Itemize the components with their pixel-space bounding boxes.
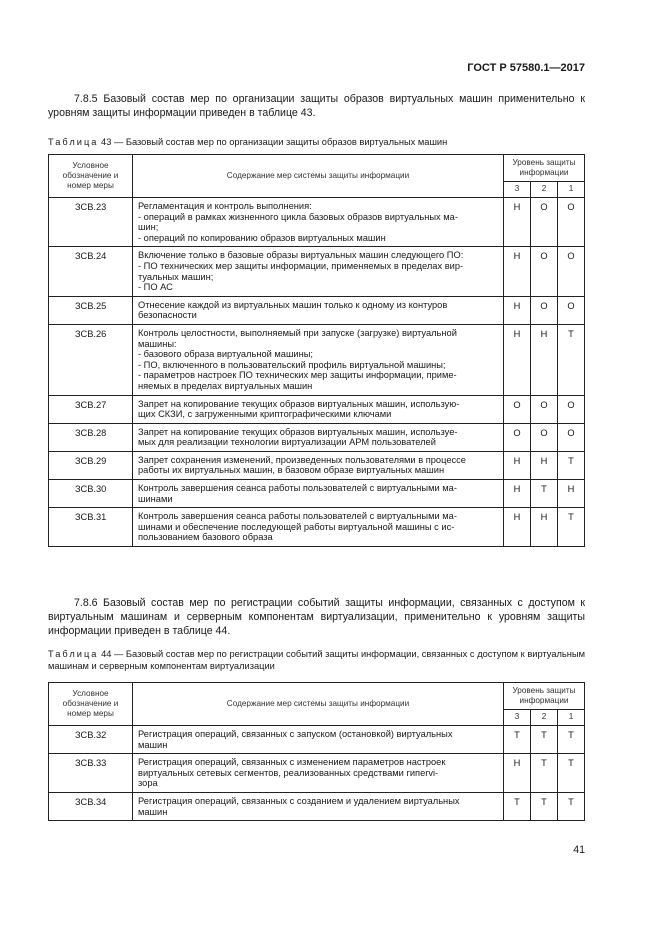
measure-content <box>133 198 504 247</box>
measure-code: ЗСВ.24 <box>49 247 133 296</box>
content-line: - параметров настроек ПО технических мер защиты информации, приме- <box>138 370 457 381</box>
level-2-value: О <box>531 198 558 247</box>
level-2-value: Т <box>531 480 558 508</box>
content-line: - операций по копированию образов виртуальных машин <box>138 232 386 243</box>
header-level-1: 1 <box>558 710 585 726</box>
level-2-value: Т <box>531 726 558 754</box>
content-line: туальных машин; <box>138 271 214 282</box>
table-row <box>49 792 585 820</box>
table-row <box>49 726 585 754</box>
level-1-value: О <box>558 198 585 247</box>
header-level-1: 1 <box>558 182 585 198</box>
measure-code: ЗСВ.34 <box>49 792 133 820</box>
content-line: шин; <box>138 222 159 233</box>
measure-content <box>133 296 504 324</box>
level-1-value: О <box>558 395 585 423</box>
content-line: Включение только в базовые образы виртуальных машин следующего ПО: <box>138 250 464 261</box>
table-43-body <box>49 198 585 547</box>
table-row <box>49 754 585 793</box>
measure-content <box>133 324 504 395</box>
caption-text: 44 — Базовый состав мер по регистрации событий защиты информации, связанных с доступом к виртуальным машинам и серверным компонентам виртуализации <box>48 649 585 671</box>
content-line: мых для реализации технологии виртуализации АРМ пользователей <box>138 437 436 448</box>
header-level: Уровень защиты информации <box>504 155 585 182</box>
measure-content <box>133 754 504 793</box>
measure-content <box>133 247 504 296</box>
content-line: щих СКЗИ, с загруженными криптографическими ключами <box>138 409 392 420</box>
level-3-value: О <box>504 423 531 451</box>
measure-content <box>133 395 504 423</box>
table-44-caption <box>48 648 585 672</box>
content-line: Регистрация операций, связанных с запуском (остановкой) виртуальных <box>138 729 453 739</box>
level-3-value: Т <box>504 792 531 820</box>
content-line: Запрет на копирование текущих образов виртуальных машин, использую- <box>138 398 460 409</box>
level-1-value: Т <box>558 754 585 793</box>
measure-content <box>133 423 504 451</box>
level-3-value: Н <box>504 324 531 395</box>
level-3-value: О <box>504 395 531 423</box>
header-code: Условное обозначение и номер меры <box>49 683 133 726</box>
level-2-value: Н <box>531 451 558 479</box>
level-3-value: Н <box>504 247 531 296</box>
table-row <box>49 324 585 395</box>
level-2-value: О <box>531 296 558 324</box>
section-7-8-6-text: 7.8.6 Базовый состав мер по регистрации событий защиты информации, связанных с доступом к виртуальным машинам и серверным компонентам виртуализации, применительно к уровням защиты информации приведен в таблице 44. <box>48 597 585 637</box>
content-line: - ПО АС <box>138 282 173 293</box>
measure-code: ЗСВ.29 <box>49 451 133 479</box>
measure-code: ЗСВ.23 <box>49 198 133 247</box>
content-line: виртуальных сетевых сегментов, реализованных средствами гипervi- <box>138 767 439 778</box>
content-line: Контроль завершения сеанса работы пользователей с виртуальными ма- <box>138 483 457 494</box>
content-line: - операций в рамках жизненного цикла базовых образов виртуальных ма- <box>138 211 458 222</box>
table-row <box>49 296 585 324</box>
level-1-value: О <box>558 247 585 296</box>
level-1-value: Т <box>558 792 585 820</box>
content-line: - базового образа виртуальной машины; <box>138 349 314 360</box>
content-line: Контроль завершения сеанса работы пользователей с виртуальными ма- <box>138 511 457 522</box>
header-code: Условное обозначение и номер меры <box>49 155 133 198</box>
table-row <box>49 451 585 479</box>
level-3-value: Н <box>504 480 531 508</box>
level-1-value: Т <box>558 508 585 547</box>
content-line: машин <box>138 806 168 817</box>
content-line: - ПО технических мер защиты информации, применяемых в пределах вир- <box>138 260 464 271</box>
content-line: Запрет на копирование текущих образов виртуальных машин, используе- <box>138 426 458 437</box>
measure-code: ЗСВ.32 <box>49 726 133 754</box>
table-43-caption <box>48 136 585 148</box>
level-2-value: Т <box>531 754 558 793</box>
content-line: машин <box>138 739 168 750</box>
content-line: зора <box>138 778 158 789</box>
content-line: Отнесение каждой из виртуальных машин только к одному из контуров <box>138 299 448 310</box>
content-line: машины: <box>138 338 177 349</box>
table-row <box>49 423 585 451</box>
content-line: Контроль целостности, выполняемый при запуске (загрузке) виртуальной <box>138 327 457 338</box>
section-7-8-5-text: 7.8.5 Базовый состав мер по организации защиты образов виртуальных машин применительно к уровням защиты информации приведен в таблице 43. <box>48 93 585 119</box>
level-1-value: Н <box>558 480 585 508</box>
measure-code: ЗСВ.26 <box>49 324 133 395</box>
header-level-3: 3 <box>504 182 531 198</box>
content-line: Регистрация операций, связанных с изменением параметров настроек <box>138 757 446 768</box>
table-44 <box>48 682 585 821</box>
level-1-value: Т <box>558 726 585 754</box>
content-line: безопасности <box>138 310 197 321</box>
caption-prefix: Таблица <box>48 137 99 147</box>
measure-code: ЗСВ.31 <box>49 508 133 547</box>
level-2-value: О <box>531 423 558 451</box>
level-1-value: Т <box>558 451 585 479</box>
page-number: 41 <box>573 844 585 856</box>
table-43 <box>48 154 585 547</box>
content-line: Регистрация операций, связанных с созданием и удалением виртуальных <box>138 795 460 806</box>
level-1-value: Т <box>558 324 585 395</box>
table-44-body <box>49 726 585 821</box>
level-3-value: Т <box>504 726 531 754</box>
content-line: шинами <box>138 493 173 504</box>
level-3-value: Н <box>504 198 531 247</box>
measure-code: ЗСВ.25 <box>49 296 133 324</box>
document-code: ГОСТ Р 57580.1—2017 <box>467 62 585 74</box>
caption-prefix: Таблица <box>48 649 99 659</box>
table-row <box>49 508 585 547</box>
content-line: Регламентация и контроль выполнения: <box>138 201 312 211</box>
level-3-value: Н <box>504 451 531 479</box>
measure-content <box>133 451 504 479</box>
content-line: шинами и обеспечение последующей работы виртуальной машины с ис- <box>138 521 455 532</box>
content-line: Запрет сохранения изменений, произведенных пользователями в процессе <box>138 454 466 465</box>
level-2-value: Н <box>531 324 558 395</box>
content-line: - ПО, включенного в пользовательский профиль виртуальной машины; <box>138 359 446 370</box>
level-3-value: Н <box>504 754 531 793</box>
measure-code: ЗСВ.30 <box>49 480 133 508</box>
level-1-value: О <box>558 296 585 324</box>
level-3-value: Н <box>504 508 531 547</box>
measure-content <box>133 726 504 754</box>
header-level-2: 2 <box>531 182 558 198</box>
table-row <box>49 480 585 508</box>
level-1-value: О <box>558 423 585 451</box>
table-row <box>49 395 585 423</box>
content-line: работы их виртуальных машин, в базовом образе виртуальных машин <box>138 465 445 476</box>
measure-content <box>133 508 504 547</box>
measure-code: ЗСВ.33 <box>49 754 133 793</box>
header-level-2: 2 <box>531 710 558 726</box>
measure-content <box>133 480 504 508</box>
caption-text: 43 — Базовый состав мер по организации защиты образов виртуальных машин <box>98 137 448 147</box>
level-2-value: О <box>531 395 558 423</box>
header-content: Содержание мер системы защиты информации <box>133 683 504 726</box>
table-row <box>49 247 585 296</box>
content-line: пользованием базового образа <box>138 532 273 543</box>
level-3-value: Н <box>504 296 531 324</box>
header-level-3: 3 <box>504 710 531 726</box>
table-row <box>49 198 585 247</box>
level-2-value: О <box>531 247 558 296</box>
measure-content <box>133 792 504 820</box>
level-2-value: Н <box>531 508 558 547</box>
measure-code: ЗСВ.27 <box>49 395 133 423</box>
content-line: няемых в пределах виртуальных машин <box>138 380 313 391</box>
header-content: Содержание мер системы защиты информации <box>133 155 504 198</box>
header-level: Уровень защиты информации <box>504 683 585 710</box>
measure-code: ЗСВ.28 <box>49 423 133 451</box>
level-2-value: Т <box>531 792 558 820</box>
